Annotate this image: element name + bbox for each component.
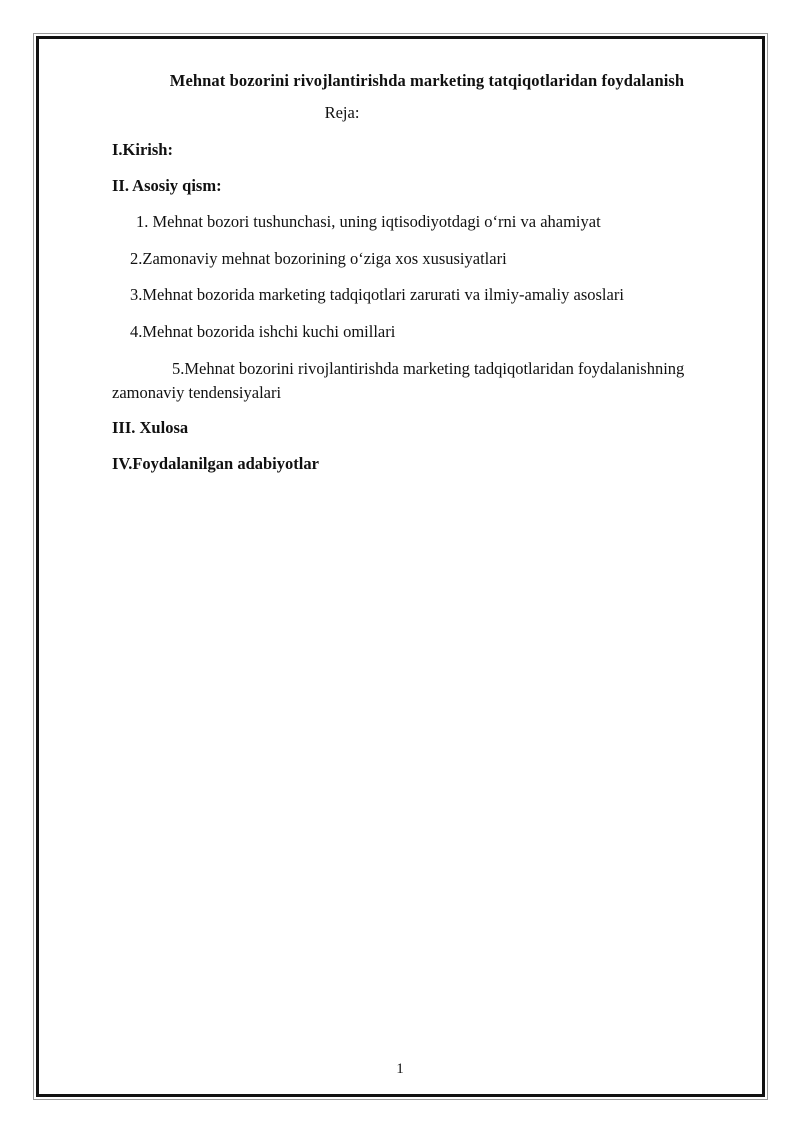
page-content xyxy=(112,70,742,490)
list-item xyxy=(112,357,742,405)
list-item-line-primary: 5.Mehnat bozorini rivojlantirishda marketing tadqiqotlaridan foydalanishning xyxy=(172,359,685,379)
section-heading-foydalanilgan-adabiyotlar: IV.Foydalanilgan adabiyotlar xyxy=(112,454,319,474)
page-title: Mehnat bozorini rivojlantirishda marketing tatqiqotlaridan foydalanish xyxy=(169,71,685,90)
section-heading-kirish: I.Kirish: xyxy=(112,139,173,159)
list-item: 1. Mehnat bozori tushunchasi, uning iqtisodiyotdagi o‘rni va ahamiyat xyxy=(136,212,601,232)
list-item: 4.Mehnat bozorida ishchi kuchi omillari xyxy=(130,321,396,341)
document-subtitle: Reja: xyxy=(324,103,360,123)
section-heading-asosiy-qism: II. Asosiy qism: xyxy=(112,175,222,195)
list-item: 3.Mehnat bozorida marketing tadqiqotlari zarurati va ilmiy-amaliy asoslari xyxy=(130,285,624,305)
list-item-line-continuation: zamonaviy tendensiyalari xyxy=(112,383,282,403)
page-number: 1 xyxy=(396,1061,404,1077)
list-item: 2.Zamonaviy mehnat bozorining o‘ziga xos xususiyatlari xyxy=(130,248,507,268)
section-heading-xulosa: III. Xulosa xyxy=(112,418,189,437)
